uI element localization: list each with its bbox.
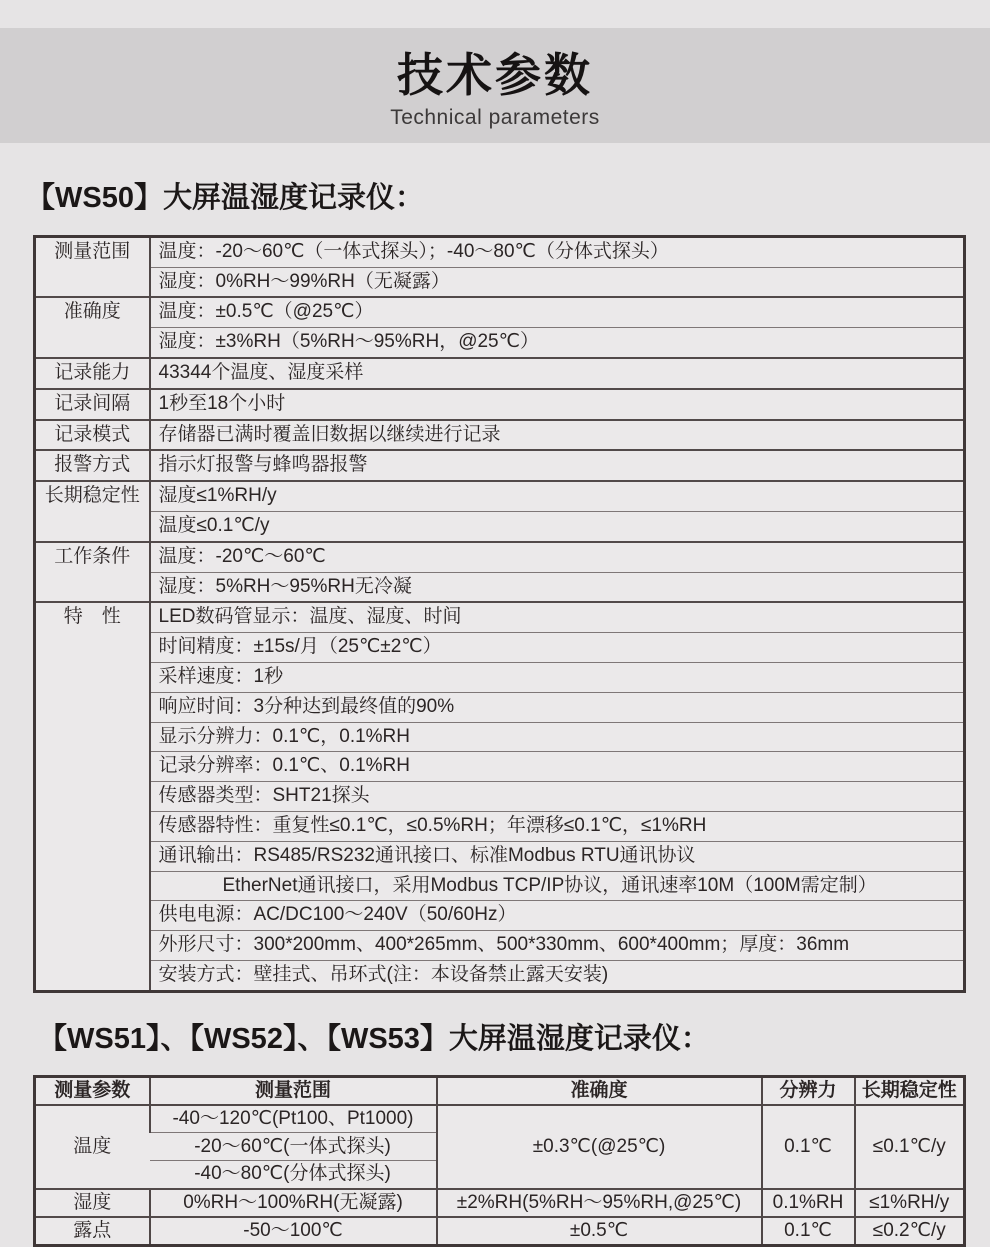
table-row (35, 663, 965, 693)
row-value: 湿度：0%RH～99%RH（无凝露） (150, 267, 965, 297)
table-row (35, 389, 965, 420)
row-value: 响应时间：3分种达到最终值的90% (150, 692, 965, 722)
row-value: 存储器已满时覆盖旧数据以继续进行记录 (150, 420, 965, 451)
table-row (35, 450, 965, 481)
row-value: 指示灯报警与蜂鸣器报警 (150, 450, 965, 481)
stability-value: ≤0.1℃/y (855, 1105, 965, 1189)
ws50-spec-table (33, 235, 966, 993)
stability-value: ≤1%RH/y (855, 1189, 965, 1217)
row-label: 测量范围 (35, 236, 150, 297)
resolution-value: 0.1℃ (762, 1105, 855, 1189)
stability-value: ≤0.2℃/y (855, 1217, 965, 1246)
header-band (0, 28, 990, 143)
table-row (35, 782, 965, 812)
row-value: 供电电源：AC/DC100～240V（50/60Hz） (150, 901, 965, 931)
param-label: 温度 (35, 1105, 150, 1189)
table-row (35, 267, 965, 297)
column-header: 准确度 (437, 1076, 762, 1105)
table-row (35, 512, 965, 542)
accuracy-value: ±2%RH(5%RH～95%RH,@25℃) (437, 1189, 762, 1217)
row-value: 温度：±0.5℃（@25℃） (150, 297, 965, 327)
table-row (35, 236, 965, 267)
resolution-value: 0.1%RH (762, 1189, 855, 1217)
page-subtitle: Technical parameters (390, 106, 600, 129)
table-row (35, 481, 965, 511)
row-value: 记录分辨率：0.1℃、0.1%RH (150, 752, 965, 782)
table-row (35, 901, 965, 931)
row-label: 记录模式 (35, 420, 150, 451)
row-value: 传感器类型：SHT21探头 (150, 782, 965, 812)
row-label: 记录间隔 (35, 389, 150, 420)
row-label: 准确度 (35, 297, 150, 358)
table-row (35, 542, 965, 572)
row-value: 湿度：±3%RH（5%RH～95%RH，@25℃） (150, 328, 965, 358)
table-row (35, 328, 965, 358)
row-value: EtherNet通讯接口，采用Modbus TCP/IP协议，通讯速率10M（100M需定制） (150, 871, 965, 901)
table-row (35, 722, 965, 752)
table-row (35, 871, 965, 901)
range-value: -40～80℃(分体式探头) (150, 1161, 437, 1189)
table-row (35, 841, 965, 871)
row-value: 43344个温度、湿度采样 (150, 358, 965, 389)
ws50-table-body (35, 236, 965, 991)
table-row (35, 812, 965, 842)
table-row (35, 961, 965, 992)
param-label: 露点 (35, 1217, 150, 1246)
param-label: 湿度 (35, 1189, 150, 1217)
ws50-section-heading: 【WS50】大屏温湿度记录仪： (26, 182, 424, 214)
table-row (35, 297, 965, 327)
accuracy-value: ±0.3℃(@25℃) (437, 1105, 762, 1189)
row-value: 湿度≤1%RH/y (150, 481, 965, 511)
table-row (35, 602, 965, 632)
row-value: 湿度：5%RH～95%RH无冷凝 (150, 572, 965, 602)
ws51-53-spec-table (33, 1075, 966, 1247)
row-value: 传感器特性：重复性≤0.1℃，≤0.5%RH；年漂移≤0.1℃，≤1%RH (150, 812, 965, 842)
table-row (35, 358, 965, 389)
row-label: 长期稳定性 (35, 481, 150, 542)
table-row (35, 931, 965, 961)
row-label: 记录能力 (35, 358, 150, 389)
ws51-53-table-body (35, 1105, 965, 1246)
row-value: LED数码管显示：温度、湿度、时间 (150, 602, 965, 632)
table-row (35, 572, 965, 602)
table-row (35, 633, 965, 663)
table-row (35, 1217, 965, 1246)
row-label: 特 性 (35, 602, 150, 991)
row-value: 通讯输出：RS485/RS232通讯接口、标准Modbus RTU通讯协议 (150, 841, 965, 871)
range-value: -50～100℃ (150, 1217, 437, 1246)
row-value: 温度≤0.1℃/y (150, 512, 965, 542)
row-value: 时间精度：±15s/月（25℃±2℃） (150, 633, 965, 663)
column-header: 长期稳定性 (855, 1076, 965, 1105)
row-value: 安装方式：壁挂式、吊环式(注：本设备禁止露天安装) (150, 961, 965, 992)
range-value: -40～120℃(Pt100、Pt1000) (150, 1105, 437, 1133)
table-row (35, 420, 965, 451)
row-value: 温度：-20℃～60℃ (150, 542, 965, 572)
table-row (35, 752, 965, 782)
range-value: -20～60℃(一体式探头) (150, 1133, 437, 1161)
range-value: 0%RH～100%RH(无凝露) (150, 1189, 437, 1217)
accuracy-value: ±0.5℃ (437, 1217, 762, 1246)
column-header: 分辨力 (762, 1076, 855, 1105)
row-value: 采样速度：1秒 (150, 663, 965, 693)
row-label: 工作条件 (35, 542, 150, 603)
page-title: 技术参数 (397, 49, 593, 101)
row-value: 1秒至18个小时 (150, 389, 965, 420)
row-value: 外形尺寸：300*200mm、400*265mm、500*330mm、600*400mm；厚度：36mm (150, 931, 965, 961)
table-row (35, 692, 965, 722)
row-value: 温度：-20～60℃（一体式探头）；-40～80℃（分体式探头） (150, 236, 965, 267)
column-header: 测量范围 (150, 1076, 437, 1105)
column-header: 测量参数 (35, 1076, 150, 1105)
resolution-value: 0.1℃ (762, 1217, 855, 1246)
table-row (35, 1189, 965, 1217)
table-header-row (35, 1076, 965, 1105)
row-label: 报警方式 (35, 450, 150, 481)
table-row (35, 1105, 965, 1133)
row-value: 显示分辨力：0.1℃，0.1%RH (150, 722, 965, 752)
ws51-53-section-heading: 【WS51】、【WS52】、【WS53】大屏温湿度记录仪： (38, 1022, 710, 1055)
